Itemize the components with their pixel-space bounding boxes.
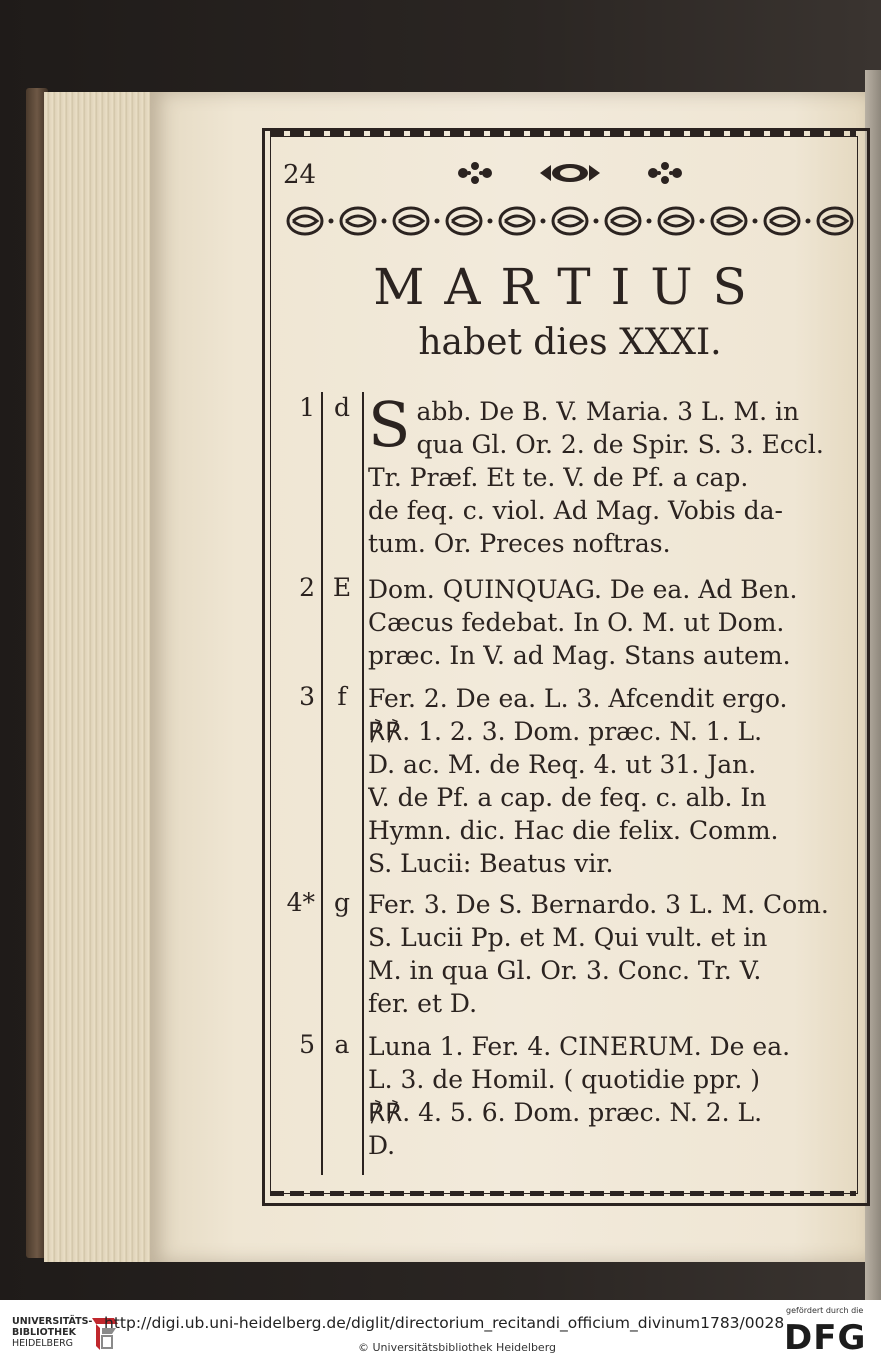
entry-line: V. de Pf. a cap. de feq. c. alb. In	[368, 783, 767, 812]
entry-line: qua Gl. Or. 2. de Spir. S. 3. Eccl.	[416, 430, 824, 459]
page-number: 24	[283, 160, 317, 190]
frame-band-bottom	[270, 1191, 856, 1196]
entry-line: fer. et D.	[368, 989, 478, 1018]
dominical-letter: d	[333, 393, 350, 422]
entry-text	[368, 888, 860, 1020]
month-title: MARTIUS	[373, 258, 767, 316]
dominical-letter: f	[337, 682, 347, 711]
entry-line: Luna 1. Fer. 4. CINERUM. De ea.	[368, 1032, 791, 1061]
entry-line: D. ac. M. de Req. 4. ut 31. Jan.	[368, 750, 757, 779]
dominical-letter: a	[334, 1030, 350, 1059]
page-stack-edges	[44, 92, 164, 1262]
entry-line: Hymn. dic. Hac die felix. Comm.	[368, 816, 779, 845]
drop-cap: S	[368, 388, 411, 461]
column-rule-letter	[362, 392, 364, 1175]
day-number: 5	[299, 1030, 315, 1059]
chain-ornament-icon	[283, 201, 855, 241]
library-line3: HEIDELBERG	[12, 1338, 74, 1349]
entry-text	[368, 682, 860, 880]
entry-text	[368, 573, 860, 672]
permalink-url[interactable]: http://digi.ub.uni-heidelberg.de/diglit/directorium_recitandi_officium_divinum1783/0028	[104, 1314, 785, 1332]
entry-line: tum. Or. Preces noftras.	[368, 529, 671, 558]
library-line1: UNIVERSITÄTS-	[12, 1316, 93, 1327]
entry-line: ℟℟. 1. 2. 3. Dom. præc. N. 1. L.	[368, 717, 763, 746]
entry-line: ℟℟. 4. 5. 6. Dom. præc. N. 2. L.	[368, 1098, 763, 1127]
dominical-letter: E	[332, 573, 352, 602]
entry-line: S. Lucii Pp. et M. Qui vult. et in	[368, 923, 768, 952]
entry-line: D.	[368, 1131, 396, 1160]
library-line2: BIBLIOTHEK	[12, 1327, 76, 1338]
viewer-footer	[0, 1300, 881, 1363]
library-name	[12, 1316, 92, 1349]
entry-line: L. 3. de Homil. ( quotidie ppr. )	[368, 1065, 760, 1094]
entry-line: S. Lucii: Beatus vir.	[368, 849, 614, 878]
entry-line: Cæcus fedebat. In O. M. ut Dom.	[368, 608, 785, 637]
funded-by-label: gefördert durch die	[786, 1306, 864, 1315]
copyright-notice: © Universitätsbibliothek Heidelberg	[358, 1341, 557, 1354]
entry-text	[368, 388, 860, 560]
fleuron-ornament-icon	[445, 153, 695, 193]
day-number: 4*	[286, 888, 315, 917]
entry-line: Tr. Præf. Et te. V. de Pf. a cap.	[368, 463, 749, 492]
entry-text	[368, 1030, 860, 1162]
entry-line: Fer. 3. De S. Bernardo. 3 L. M. Com.	[368, 890, 829, 919]
day-number: 2	[299, 573, 315, 602]
day-number: 3	[299, 682, 315, 711]
entry-line: de feq. c. viol. Ad Mag. Vobis da-	[368, 496, 783, 525]
dominical-letter: g	[333, 888, 350, 917]
entry-line: præc. In V. ad Mag. Stans autem.	[368, 641, 791, 670]
day-number: 1	[299, 393, 315, 422]
column-rule-day	[321, 392, 323, 1175]
dfg-logo[interactable]: DFG	[784, 1318, 867, 1358]
entry-line: abb. De B. V. Maria. 3 L. M. in	[416, 397, 800, 426]
entry-line: M. in qua Gl. Or. 3. Conc. Tr. V.	[368, 956, 762, 985]
entry-line: Dom. QUINQUAG. De ea. Ad Ben.	[368, 575, 798, 604]
entry-line: Fer. 2. De ea. L. 3. Afcendit ergo.	[368, 684, 788, 713]
month-subtitle: habet dies XXXI.	[418, 322, 722, 363]
